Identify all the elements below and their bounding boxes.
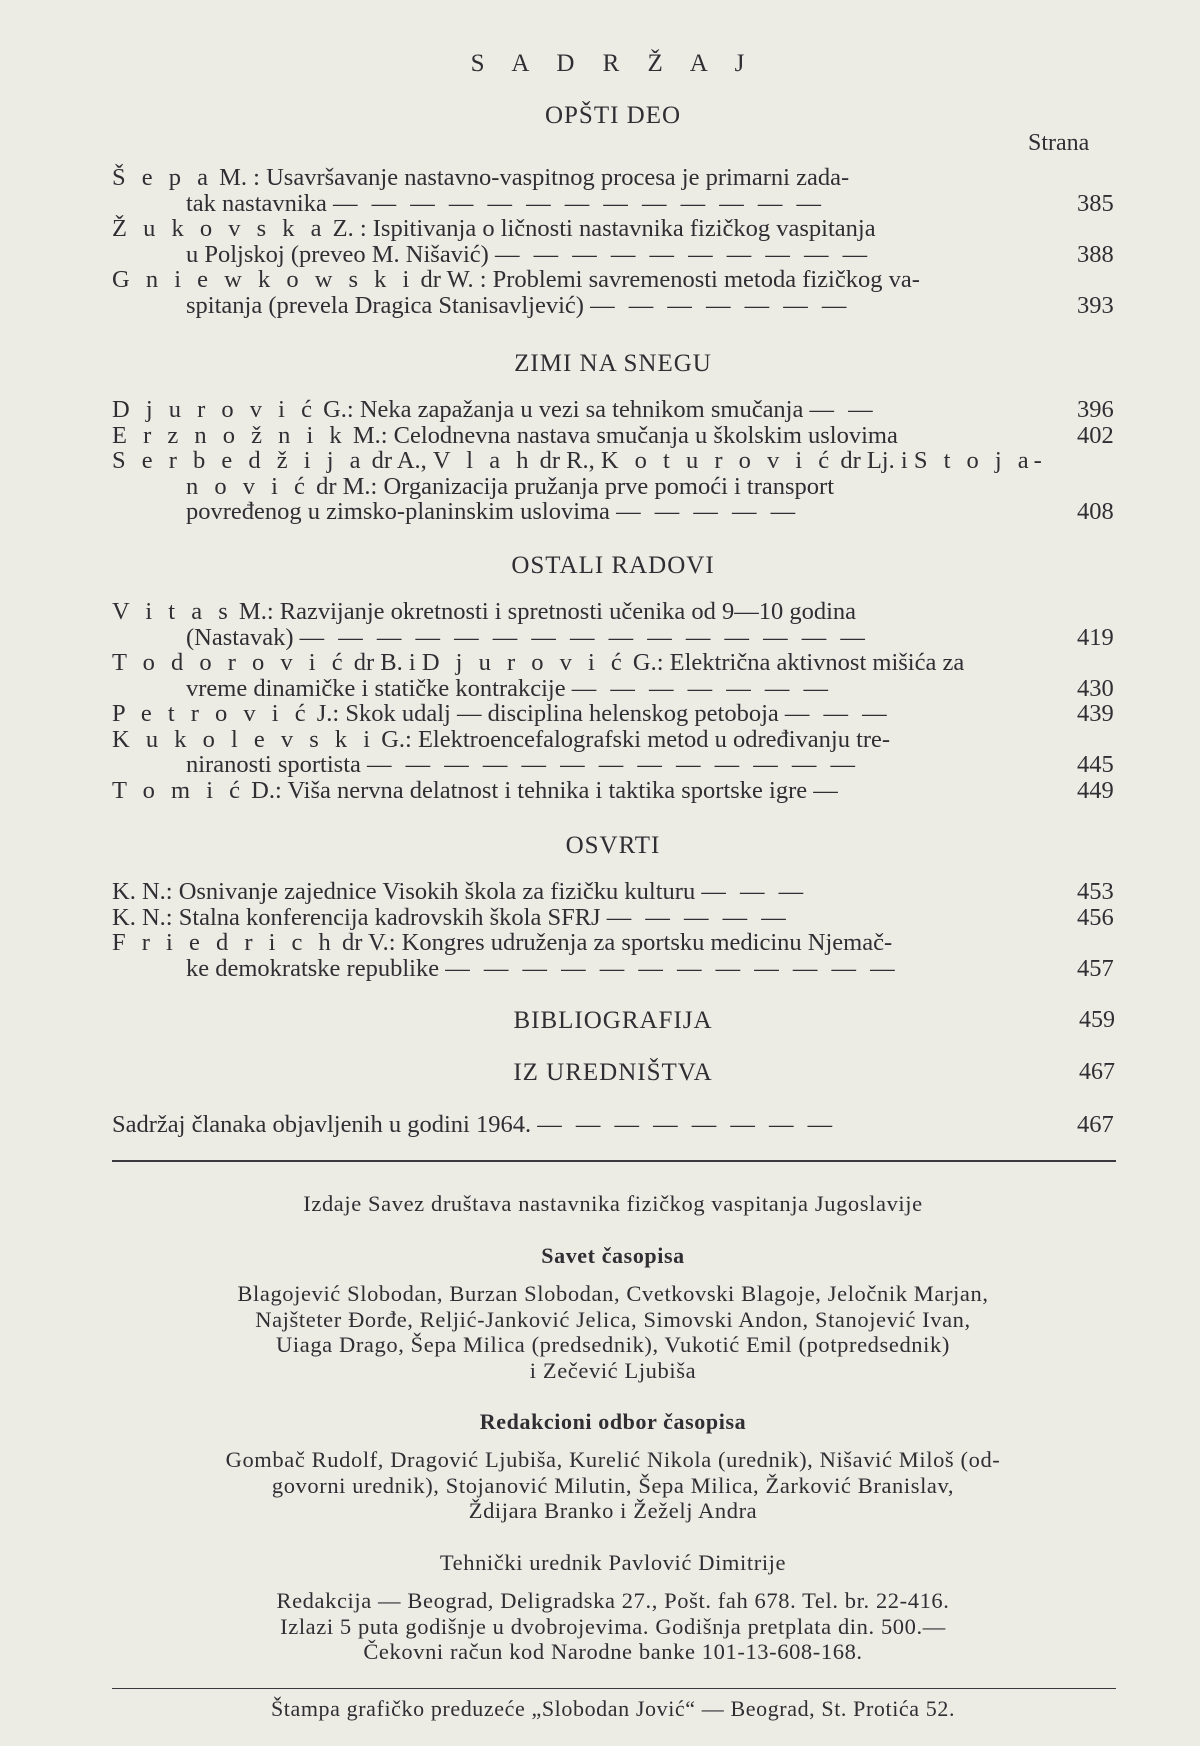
entry-text: spitanja (prevela Dragica Stanisavljević) (186, 291, 584, 319)
toc-entry[interactable] (112, 397, 1112, 423)
entry-text: Z. : Ispitivanja o ličnosti nastavnika fizičkog vaspitanja (326, 215, 876, 242)
author-name: D j u r o v i ć (421, 649, 627, 676)
author-name: Š e p a (112, 164, 213, 191)
toc-entry[interactable] (112, 423, 1112, 449)
entry-text: dr W. : Problemi savremenosti metoda fizičkog va- (414, 266, 920, 293)
author-name: G n i e w k o w s k i (112, 266, 415, 293)
entry-text: K. N.: Osnivanje zajednice Visokih škola za fizičku kulturu (112, 878, 696, 905)
divider-rule (112, 1160, 1116, 1162)
author-name: D j u r o v i ć (112, 396, 317, 423)
page-number: 402 (1077, 421, 1114, 449)
toc-entry[interactable]: T o d o r o v i ć dr B. i D j u r o v i ć G.: Električna aktivnost mišića za vreme dinamičke i statičke kontrakcije — — — — — — — 430 (112, 649, 1114, 702)
publisher-line: Izdaje Savez društava nastavnika fizičkog vaspitanja Jugoslavije (303, 1191, 923, 1216)
author-name: V l a h (432, 447, 534, 474)
entry-text: tak nastavnika (186, 189, 327, 217)
toc-entry[interactable] (112, 879, 1112, 905)
toc-group-opsti (112, 165, 1112, 318)
section-opsti-deo: OPŠTI DEO (544, 102, 682, 129)
leader-dashes: — — — — — — — (571, 674, 832, 702)
toc-entry[interactable] (112, 216, 1112, 267)
page-number: 457 (1077, 954, 1114, 982)
toc-group-ostali (112, 599, 1112, 803)
leader-dashes: — (813, 776, 842, 804)
page-number: 445 (1077, 751, 1114, 778)
savet-members: Blagojević Slobodan, Burzan Slobodan, Cvetkovski Blagoje, Jeločnik Marjan, Najšteter Đorđe, Reljić-Janković Jelica, Simovski Andon, Stanojević Ivan, Uiaga Drago, Šepa Milica (predsednik), Vukotić Emil (potpredsednik) i Zečević Ljubiša (237, 1281, 989, 1383)
entry-text: Sadržaj članaka objavljenih u godini 1964. (112, 1111, 532, 1138)
technical-editor: Tehnički urednik Pavlović Dimitrije (439, 1550, 787, 1575)
strana-label: Strana (1028, 130, 1090, 156)
page-number: 459 (1079, 1007, 1115, 1033)
toc-entry[interactable] (112, 930, 1112, 981)
leader-dashes: — — (809, 396, 877, 423)
toc-group-osvrti (112, 879, 1112, 981)
entry-text: M. : Usavršavanje nastavno-vaspitnog procesa je primarni zada- (213, 164, 850, 191)
entry-text: u Poljskoj (preveo M. Nišavić) (186, 240, 489, 268)
entry-text: dr M.: Organizacija pružanja prve pomoći i transport (309, 472, 835, 500)
entry-text: M.: Razvijanje okretnosti i spretnosti učenika od 9—10 godina (232, 598, 857, 625)
page-number: 385 (1077, 189, 1114, 217)
redakcioni-title: Redakcioni odbor časopisa (479, 1409, 747, 1434)
toc-entry[interactable] (112, 727, 1112, 778)
toc-entry[interactable] (112, 905, 1112, 931)
leader-dashes: — — — — — — — — (537, 1111, 837, 1138)
toc-entry[interactable] (112, 267, 1112, 318)
section-zimi-na-snegu: ZIMI NA SNEGU (514, 350, 712, 377)
leader-dashes: — — — — — (606, 903, 790, 931)
author-name: K u k o l e v s k i (112, 725, 376, 753)
entry-text: povređenog u zimsko-planinskim uslovima (186, 498, 610, 525)
leader-dashes: — — — — — — — — — — — — — (367, 751, 860, 778)
section-bibliografija[interactable]: BIBLIOGRAFIJA (513, 1007, 713, 1034)
leader-dashes: — — — — — (616, 498, 800, 525)
toc-group-sadrzaj (112, 1112, 1112, 1138)
entry-text: J.: Skok udalj — disciplina helenskog petoboja (310, 700, 779, 727)
page-number: 467 (1077, 1111, 1114, 1138)
toc-entry[interactable]: S e r b e d ž i j a dr A., V l a h dr R., K o t u r o v i ć dr Lj. i S t o j a- n o v i ć dr M.: Organizacija pružanja prve pomoći i transport povređenog u zimsko-planinskim uslovima — — — — — 408 (112, 447, 1114, 525)
entry-text: ke demokratske republike (186, 954, 440, 982)
author-name: E r z n o ž n i k (112, 421, 347, 449)
page-number: 439 (1077, 700, 1114, 727)
section-osvrti: OSVRTI (565, 832, 661, 859)
toc-entry[interactable] (112, 1112, 1112, 1138)
page-title: S A D R Ž A J (470, 50, 756, 77)
author-name: T o m i ć (112, 776, 246, 804)
toc-entry[interactable] (112, 165, 1112, 216)
author-name: K o t u r o v i ć (600, 447, 835, 474)
page-number: 467 (1079, 1059, 1115, 1085)
page-number: 396 (1077, 396, 1114, 423)
entry-text: M.: Celodnevna nastava smučanja u školskim uslovima (346, 421, 898, 449)
section-ostali-radovi: OSTALI RADOVI (511, 552, 715, 579)
page-number: 408 (1077, 498, 1114, 525)
toc-group-zimi (112, 397, 1112, 525)
leader-dashes: — — — (784, 700, 891, 727)
leader-dashes: — — — — — — — — — — (494, 240, 872, 268)
page-number: 456 (1077, 903, 1114, 931)
entry-text: G.: Električna aktivnost mišića za (626, 649, 965, 676)
leader-dashes: — — — — — — — — — — — — — — — (299, 623, 869, 651)
author-name: P e t r o v i ć (112, 700, 311, 727)
page-number: 419 (1077, 623, 1114, 651)
leader-dashes: — — — — — — — — — — — — (445, 954, 899, 982)
entry-text: D.: Viša nervna delatnost i tehnika i taktika sportske igre (245, 776, 808, 804)
editorial-address: Redakcija — Beograd, Deligradska 27., Pošt. fah 678. Tel. br. 22-416. Izlazi 5 puta godišnje u dvobrojevima. Godišnja pretplata din. 500.— Čekovni račun kod Narodne banke 101-13-608-168. (276, 1588, 950, 1664)
redakcioni-members: Gombač Rudolf, Dragović Ljubiša, Kurelić Nikola (urednik), Nišavić Miloš (od- govorni urednik), Stojanović Milutin, Šepa Milica, Žarković Branislav, Ždijara Branko i Žeželj Andra (225, 1447, 1001, 1523)
divider-rule (112, 1688, 1116, 1689)
author-name: V i t a s (112, 598, 233, 625)
leader-dashes: — — — — — — — (590, 291, 851, 319)
author-name: Ž u k o v s k a (112, 215, 327, 242)
entry-text: K. N.: Stalna konferencija kadrovskih škola SFRJ (112, 903, 601, 931)
section-iz-urednistva[interactable]: IZ UREDNIŠTVA (513, 1059, 713, 1086)
entry-text: (Nastavak) (186, 623, 294, 651)
author-name: n o v i ć (186, 472, 310, 500)
savet-title: Savet časopisa (541, 1243, 685, 1268)
author-name: F r i e d r i c h (112, 929, 336, 956)
page-number: 388 (1077, 240, 1114, 268)
printer-line: Štampa grafičko preduzeće „Slobodan Jović“ — Beograd, St. Protića 52. (270, 1696, 956, 1721)
page-number: 449 (1077, 776, 1114, 804)
author-name: S e r b e d ž i j a (112, 447, 366, 474)
entry-text: dr V.: Kongres udruženja za sportsku medicinu Njemač- (335, 929, 893, 956)
leader-dashes: — — — (701, 878, 808, 905)
toc-entry[interactable] (112, 701, 1112, 727)
entry-text: vreme dinamičke i statičke kontrakcije (186, 674, 566, 702)
leader-dashes: — — — — — — — — — — — — — (332, 189, 825, 217)
author-name: S t o j a- (913, 447, 1047, 474)
author-name: T o d o r o v i ć (112, 649, 348, 676)
page-number: 393 (1077, 291, 1114, 319)
entry-text: niranosti sportista (186, 751, 361, 778)
toc-entry[interactable] (112, 778, 1112, 804)
entry-text: G.: Neka zapažanja u vezi sa tehnikom smučanja (316, 396, 804, 423)
toc-entry[interactable] (112, 599, 1112, 650)
page-number: 453 (1077, 878, 1114, 905)
entry-text: G.: Elektroencefalografski metod u određivanju tre- (375, 725, 891, 753)
page-number: 430 (1077, 674, 1114, 702)
